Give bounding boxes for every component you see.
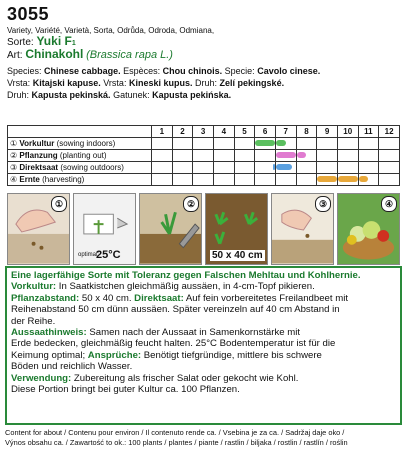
month-label: 7 bbox=[275, 126, 296, 138]
row-sub: (harvesting) bbox=[42, 175, 85, 184]
aussaat-line2: Erde bedecken, gleichmäßig feucht halten. 25°C Bodentemperatur ist für die bbox=[11, 338, 336, 350]
month-label: 3 bbox=[193, 126, 214, 138]
calendar-row-label bbox=[8, 138, 152, 150]
growing-instructions bbox=[5, 266, 402, 425]
spacing-text: Pflanzabstand: 50 x 40 cm. Direktsaat: Auf fein vorbereitetes Freilandbeet mit bbox=[11, 292, 349, 304]
month-label: 1 bbox=[152, 126, 173, 138]
calendar-period-bar bbox=[276, 140, 286, 146]
species-label: Espèces: bbox=[123, 66, 161, 76]
plant-spacing-icon bbox=[205, 193, 268, 265]
species-name: Cavolo cinese. bbox=[257, 66, 321, 76]
row-sub: (sowing outdoors) bbox=[60, 163, 124, 172]
row-sub: (planting out) bbox=[59, 151, 107, 160]
step-badge: ④ bbox=[381, 196, 397, 212]
calendar-cell bbox=[234, 162, 255, 174]
calendar-cell bbox=[172, 162, 193, 174]
species-row-1 bbox=[7, 66, 320, 76]
month-label: 6 bbox=[255, 126, 276, 138]
calendar-cell bbox=[152, 162, 173, 174]
direct-sowing-icon bbox=[271, 193, 334, 265]
calendar-corner bbox=[8, 126, 152, 138]
species-name: Kapusta pekinská. bbox=[31, 90, 111, 100]
species-name: Chou chinois. bbox=[162, 66, 223, 76]
calendar-row bbox=[8, 138, 400, 150]
calendar-period-bar bbox=[276, 164, 292, 170]
row-name: Vorkultur bbox=[19, 139, 55, 148]
calendar-cell bbox=[379, 138, 400, 150]
calendar-cell bbox=[379, 150, 400, 162]
spacing-label: 50 x 40 cm bbox=[212, 250, 263, 261]
calendar-cell bbox=[255, 174, 276, 186]
month-label: 4 bbox=[213, 126, 234, 138]
calendar-cell bbox=[234, 138, 255, 150]
footer-line-2: Výnos obsahu ca. / Zawartość to ok.: 100 plants / plantes / piante / rastlin / biljaka / rostlin / rastlín / roślin bbox=[5, 438, 348, 447]
sowing-calendar bbox=[7, 125, 400, 186]
calendar-cell bbox=[193, 162, 214, 174]
row-sub: (sowing indoors) bbox=[56, 139, 116, 148]
calendar-cell bbox=[193, 138, 214, 150]
calendar-cell bbox=[379, 174, 400, 186]
calendar-cell bbox=[358, 174, 379, 186]
month-label: 2 bbox=[172, 126, 193, 138]
calendar-row bbox=[8, 174, 400, 186]
calendar-period-bar bbox=[297, 152, 307, 158]
species-name: Kitajski kapuse. bbox=[32, 78, 101, 88]
harvest-icon bbox=[337, 193, 400, 265]
art-name: Chinakohl bbox=[25, 47, 84, 61]
portion-text: Diese Portion bringt bei guter Kultur ca. 100 Pflanzen. bbox=[11, 384, 240, 396]
species-label: Gatunek: bbox=[113, 90, 150, 100]
calendar-cell bbox=[337, 174, 358, 186]
variety-label: Sorte: bbox=[7, 37, 34, 48]
art-latin: (Brassica rapa L.) bbox=[86, 49, 173, 61]
species-row-2 bbox=[7, 78, 284, 88]
species-name: Zelí pekingské. bbox=[219, 78, 285, 88]
variety-subscript: 1 bbox=[71, 40, 76, 47]
calendar-cell bbox=[317, 150, 338, 162]
instruction-icons bbox=[7, 193, 400, 263]
calendar-cell bbox=[317, 138, 338, 150]
verwendung-text: Verwendung: Zubereitung als frischer Salat oder gekocht wie Kohl. bbox=[11, 372, 299, 384]
calendar-cell bbox=[213, 162, 234, 174]
month-label: 12 bbox=[379, 126, 400, 138]
calendar-cell bbox=[255, 162, 276, 174]
optimal-temp: 25°C bbox=[96, 249, 121, 261]
month-label: 8 bbox=[296, 126, 317, 138]
calendar-cell bbox=[234, 174, 255, 186]
calendar-row-label bbox=[8, 162, 152, 174]
direktsaat-line3: der Reihe. bbox=[11, 315, 56, 327]
species-label: Species: bbox=[7, 66, 42, 76]
calendar-cell bbox=[358, 150, 379, 162]
calendar-cell bbox=[275, 150, 296, 162]
species-label: Specie: bbox=[224, 66, 255, 76]
species-label: Druh: bbox=[7, 90, 30, 100]
calendar-period-bar bbox=[338, 176, 358, 182]
calendar-cell bbox=[193, 150, 214, 162]
step-badge: ② bbox=[183, 196, 199, 212]
product-code: 3055 bbox=[7, 4, 50, 24]
planting-out-icon bbox=[139, 193, 202, 265]
calendar-row bbox=[8, 150, 400, 162]
variety-line: Variety, Variété, Varietà, Sorta, Odrůda, Odroda, Odmiana, bbox=[7, 26, 215, 35]
calendar-cell bbox=[213, 150, 234, 162]
calendar-row-label bbox=[8, 150, 152, 162]
calendar-period-bar bbox=[359, 176, 369, 182]
calendar-cell bbox=[317, 162, 338, 174]
calendar-cell bbox=[337, 138, 358, 150]
month-label: 11 bbox=[358, 126, 379, 138]
vorkultur-text: Vorkultur: In Saatkistchen gleichmäßig aussäen, in 4-cm-Topf pikieren. bbox=[11, 281, 315, 293]
species-name: Kineski kupus. bbox=[128, 78, 193, 88]
calendar-cell bbox=[275, 162, 296, 174]
calendar-cell bbox=[255, 138, 276, 150]
calendar-row-label bbox=[8, 174, 152, 186]
seed-tray-icon bbox=[73, 193, 136, 265]
month-label: 10 bbox=[337, 126, 358, 138]
month-label: 9 bbox=[317, 126, 338, 138]
species-label: Vrsta: bbox=[103, 78, 127, 88]
calendar-cell bbox=[296, 150, 317, 162]
species-label: Druh: bbox=[195, 78, 218, 88]
calendar-cell bbox=[172, 138, 193, 150]
headline: Eine lagerfähige Sorte mit Toleranz gegen Falschen Mehltau und Kohlhernie. bbox=[11, 270, 361, 281]
step-badge: ① bbox=[51, 196, 67, 212]
variety-name: Yuki F bbox=[36, 34, 72, 48]
calendar-cell bbox=[337, 150, 358, 162]
calendar-cell bbox=[296, 162, 317, 174]
direktsaat-line2: Reihenabstand 50 cm dünn aussäen. Später vereinzeln auf 40 cm Abstand in bbox=[11, 304, 340, 316]
calendar-cell bbox=[152, 174, 173, 186]
calendar-cell bbox=[152, 138, 173, 150]
calendar-cell bbox=[152, 150, 173, 162]
calendar-cell bbox=[172, 150, 193, 162]
aussaat-text: Aussaathinweis: Samen nach der Aussaat in Samenkornstärke mit bbox=[11, 327, 301, 339]
calendar-cell bbox=[275, 138, 296, 150]
calendar-period-bar bbox=[317, 176, 337, 182]
anspr-line2: Böden und reichlich Wasser. bbox=[11, 361, 133, 373]
footer-line-1: Content for about / Contenu pour environ / Il contenuto rende ca. / Vsebina je za ca. / Sadržaj daje oko / bbox=[5, 428, 345, 437]
calendar-cell bbox=[337, 162, 358, 174]
calendar-cell bbox=[275, 174, 296, 186]
art-label: Art: bbox=[7, 50, 23, 61]
sowing-indoors-icon bbox=[7, 193, 70, 265]
row-num: ② bbox=[10, 151, 18, 160]
calendar-cell bbox=[255, 150, 276, 162]
row-name: Direktsaat bbox=[19, 163, 59, 172]
calendar-row bbox=[8, 162, 400, 174]
calendar-header-row bbox=[8, 126, 400, 138]
calendar-cell bbox=[213, 138, 234, 150]
step-badge: ③ bbox=[315, 196, 331, 212]
calendar-cell bbox=[358, 162, 379, 174]
species-name-row bbox=[7, 47, 173, 61]
row-name: Pflanzung bbox=[19, 151, 58, 160]
calendar-cell bbox=[234, 150, 255, 162]
anspr-text: Keimung optimal; Ansprüche: Benötigt tiefgründige, mittlere bis schwere bbox=[11, 349, 322, 361]
row-name: Ernte bbox=[19, 175, 40, 184]
calendar-cell bbox=[172, 174, 193, 186]
row-num: ③ bbox=[10, 163, 18, 172]
species-name: Chinese cabbage. bbox=[44, 66, 121, 76]
species-row-3 bbox=[7, 90, 231, 100]
calendar-period-bar bbox=[276, 152, 296, 158]
month-label: 5 bbox=[234, 126, 255, 138]
species-name: Kapusta pekińska. bbox=[152, 90, 232, 100]
row-num: ④ bbox=[10, 175, 18, 184]
calendar-period-bar bbox=[255, 140, 275, 146]
calendar-cell bbox=[358, 138, 379, 150]
calendar-cell bbox=[296, 138, 317, 150]
calendar-cell bbox=[213, 174, 234, 186]
calendar-cell bbox=[296, 174, 317, 186]
calendar-cell bbox=[193, 174, 214, 186]
calendar-cell bbox=[317, 174, 338, 186]
species-label: Vrsta: bbox=[7, 78, 31, 88]
optimal-label: optimal: bbox=[78, 252, 100, 258]
calendar-cell bbox=[379, 162, 400, 174]
row-num: ① bbox=[10, 139, 18, 148]
